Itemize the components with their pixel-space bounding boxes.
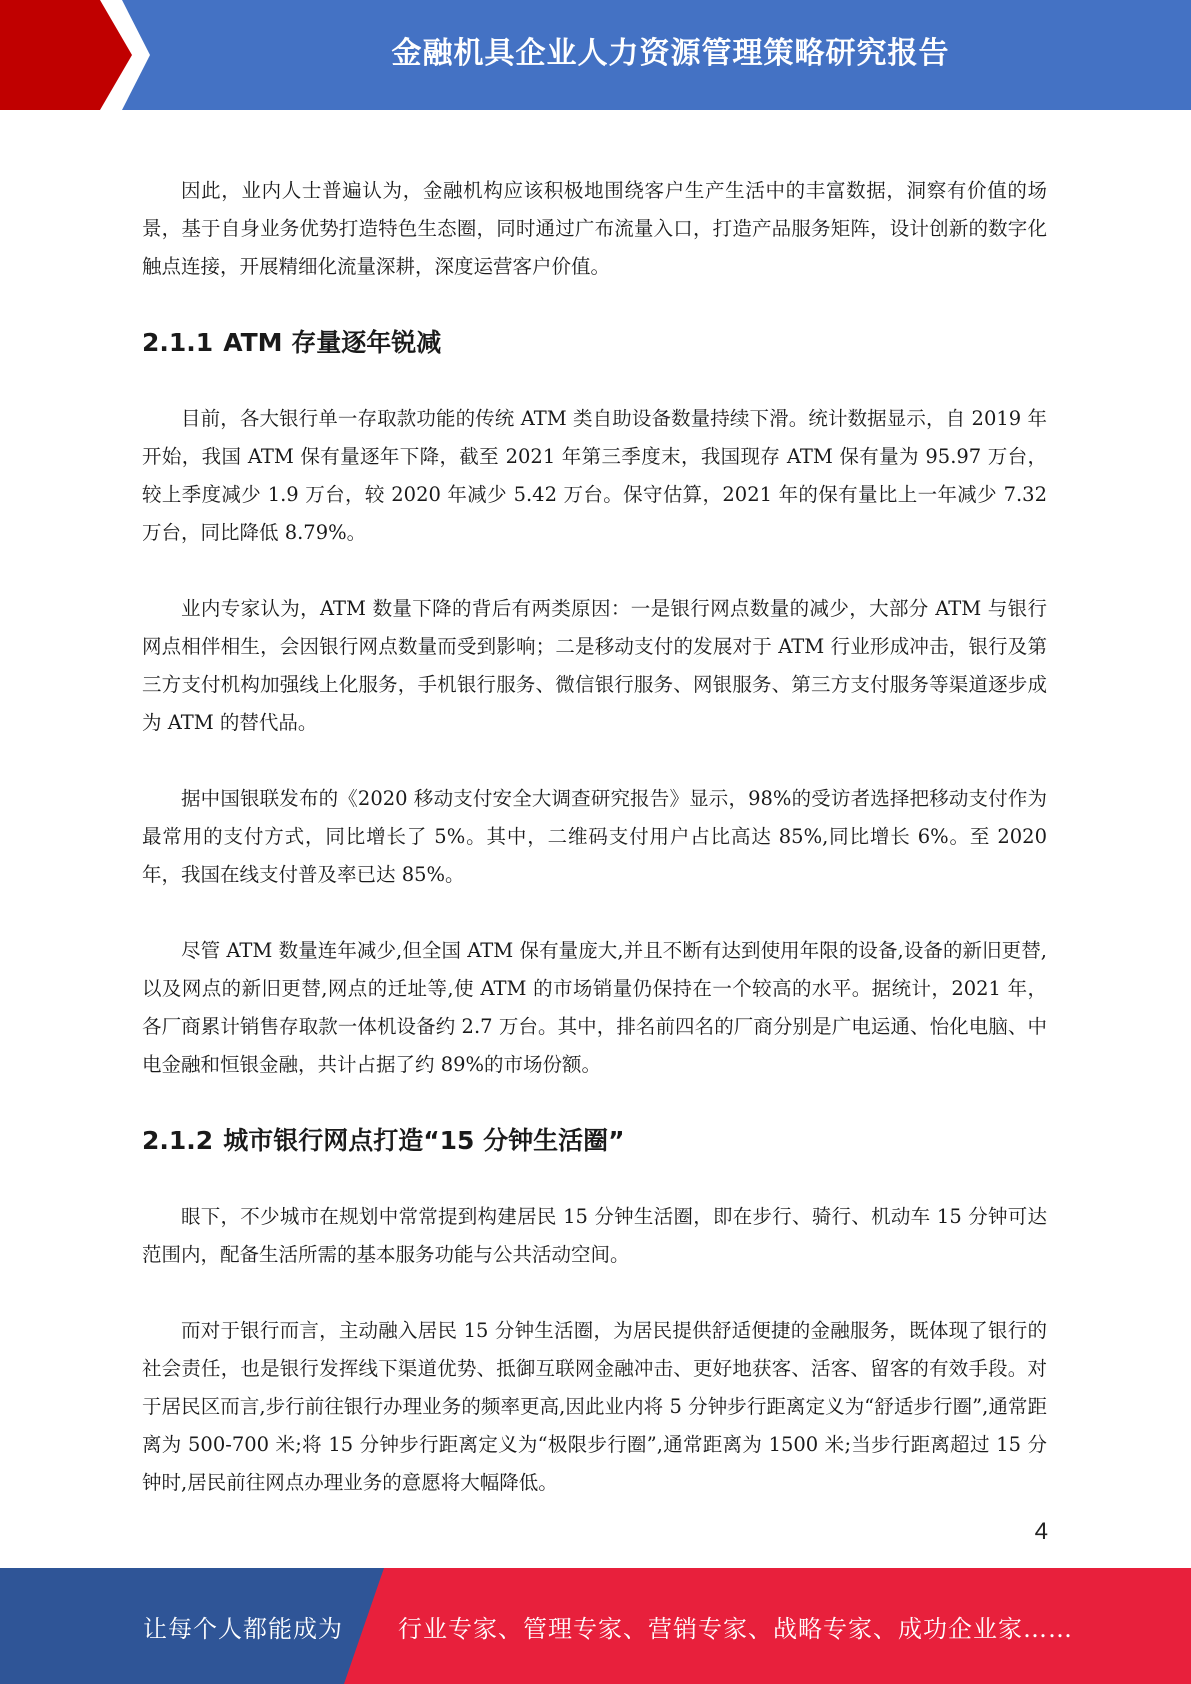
section-number: 2.1.2 <box>142 1126 214 1155</box>
section-heading-2-1-1 <box>142 324 1047 362</box>
paragraph: 尽管 ATM 数量连年减少,但全国 ATM 保有量庞大,并且不断有达到使用年限的设备,设备的新旧更替,以及网点的新旧更替,网点的迁址等,使 ATM 的市场销量仍保持在一个较高的水平。据统计，2021 年，各厂商累计销售存取款一体机设备约 2.7 万台。其中，排名前四名的厂商分别是广电运通、怡化电脑、中电金融和恒银金融，共计占据了约 89%的市场份额。 <box>142 939 1047 1076</box>
footer-slogan-lead: 让每个人都能成为 <box>143 1614 343 1643</box>
paragraph: 业内专家认为，ATM 数量下降的背后有两类原因：一是银行网点数量的减少，大部分 ATM 与银行网点相伴相生，会因银行网点数量而受到影响；二是移动支付的发展对于 ATM 行业形成冲击，银行及第三方支付机构加强线上化服务，手机银行服务、微信银行服务、网银服务、第三方支付服务等渠道逐步成为 ATM 的替代品。 <box>142 597 1047 734</box>
report-body <box>142 172 1047 1540</box>
footer-slogan-roles: 行业专家、管理专家、营销专家、战略专家、成功企业家…… <box>398 1614 1073 1643</box>
section-heading-2-1-2 <box>142 1122 1047 1160</box>
section-title: 城市银行网点打造“15 分钟生活圈” <box>223 1126 625 1155</box>
paragraph: 因此，业内人士普遍认为，金融机构应该积极地围绕客户生产生活中的丰富数据，洞察有价值的场景，基于自身业务优势打造特色生态圈，同时通过广布流量入口，打造产品服务矩阵，设计创新的数字化触点连接，开展精细化流量深耕，深度运营客户价值。 <box>142 179 1047 278</box>
section-title: ATM 存量逐年锐减 <box>223 328 442 357</box>
page-number: 4 <box>1034 1518 1048 1545</box>
document-title: 金融机具企业人力资源管理策略研究报告 <box>391 36 950 71</box>
section-number: 2.1.1 <box>142 328 214 357</box>
paragraph: 眼下，不少城市在规划中常常提到构建居民 15 分钟生活圈，即在步行、骑行、机动车 15 分钟可达范围内，配备生活所需的基本服务功能与公共活动空间。 <box>142 1205 1047 1266</box>
paragraph: 而对于银行而言，主动融入居民 15 分钟生活圈，为居民提供舒适便捷的金融服务，既体现了银行的社会责任，也是银行发挥线下渠道优势、抵御互联网金融冲击、更好地获客、活客、留客的有效手段。对于居民区而言,步行前往银行办理业务的频率更高,因此业内将 5 分钟步行距离定义为“舒适步行圈”,通常距离为 500-700 米;将 15 分钟步行距离定义为“极限步行圈”,通常距离为 1500 米;当步行距离超过 15 分钟时,居民前往网点办理业务的意愿将大幅降低。 <box>142 1319 1047 1494</box>
page-header <box>0 0 1191 110</box>
paragraph: 据中国银联发布的《2020 移动支付安全大调查研究报告》显示，98%的受访者选择把移动支付作为最常用的支付方式，同比增长了 5%。其中，二维码支付用户占比高达 85%,同比增长 6%。至 2020 年，我国在线支付普及率已达 85%。 <box>142 787 1047 886</box>
paragraph: 目前，各大银行单一存取款功能的传统 ATM 类自助设备数量持续下滑。统计数据显示，自 2019 年开始，我国 ATM 保有量逐年下降，截至 2021 年第三季度末，我国现存 ATM 保有量为 95.97 万台，较上季度减少 1.9 万台，较 2020 年减少 5.42 万台。保守估算，2021 年的保有量比上一年减少 7.32 万台，同比降低 8.79%。 <box>142 407 1047 544</box>
page-footer <box>0 1568 1191 1684</box>
